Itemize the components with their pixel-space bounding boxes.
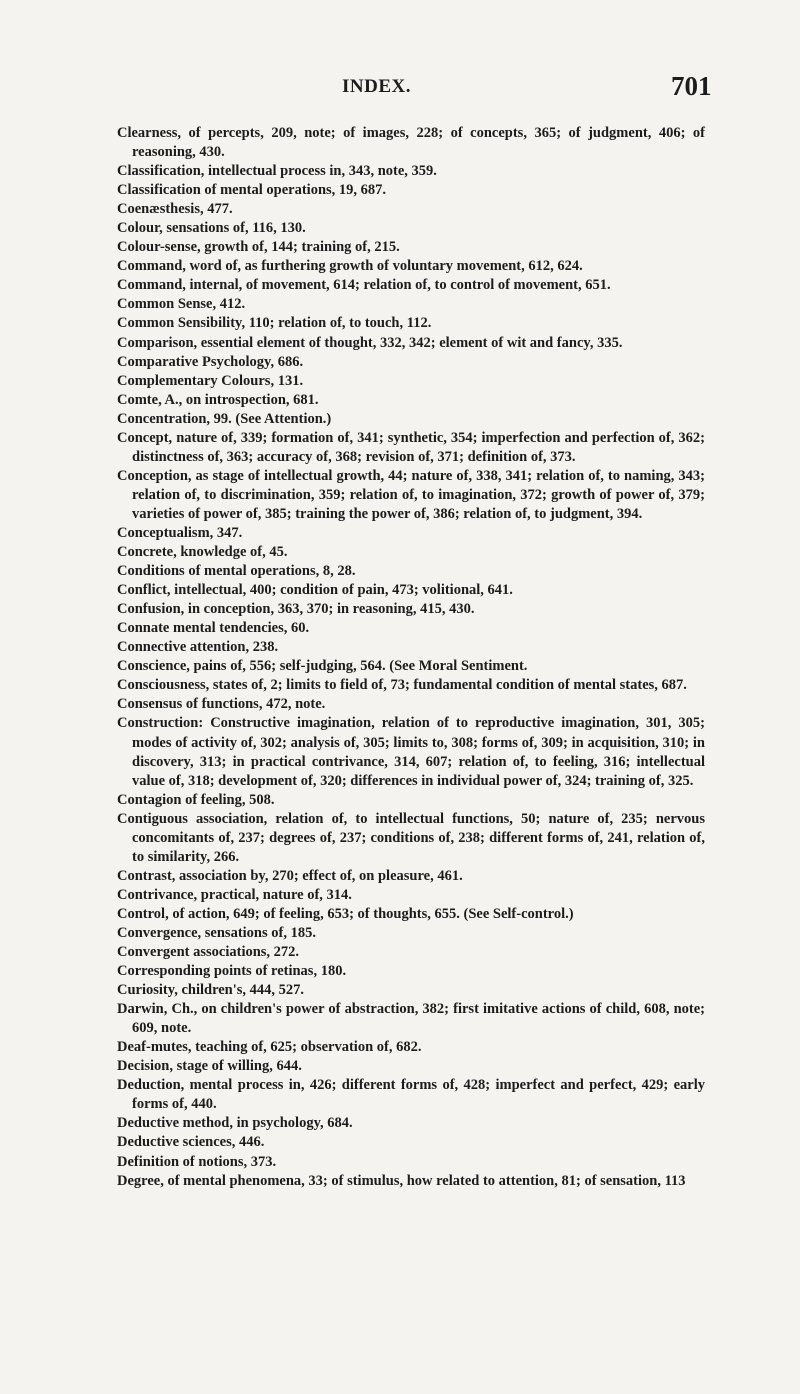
index-entry: Definition of notions, 373. (117, 1153, 277, 1170)
index-entry: Conceptualism, 347. (117, 524, 243, 541)
index-entry: Contagion of feeling, 508. (117, 791, 275, 808)
index-entry: Complementary Colours, 131. (117, 372, 304, 389)
index-entry: Control, of action, 649; of feeling, 653; of thoughts, 655. (See Self-control.) (117, 905, 574, 922)
index-entries (117, 124, 705, 1191)
index-entry: Contiguous association, relation of, to intellectual functions, 50; nature of, 235; nervous concomitants of, 237; degrees of, 237; conditions of, 238; different forms of, 241, relation of, to similarity, 266. (117, 810, 705, 865)
index-entry: Decision, stage of willing, 644. (117, 1058, 302, 1075)
index-entry: Comparison, essential element of thought, 332, 342; element of wit and fancy, 335. (117, 334, 623, 351)
index-entry: Command, internal, of movement, 614; relation of, to control of movement, 651. (117, 277, 611, 294)
index-entry: Convergent associations, 272. (117, 944, 300, 961)
index-entry: Contrast, association by, 270; effect of, on pleasure, 461. (117, 867, 463, 884)
index-entry: Classification of mental operations, 19, 687. (117, 182, 387, 199)
index-entry: Confusion, in conception, 363, 370; in reasoning, 415, 430. (117, 601, 475, 618)
index-entry: Concept, nature of, 339; formation of, 341; synthetic, 354; imperfection and perfection of, 362; distinctness of, 363; accuracy of, 368; revision of, 371; definition of, 373. (117, 429, 705, 465)
index-entry: Conscience, pains of, 556; self-judging, 564. (See Moral Sentiment. (117, 658, 528, 675)
index-entry: Comte, A., on introspection, 681. (117, 391, 319, 408)
index-entry: Connate mental tendencies, 60. (117, 620, 310, 637)
page-header (0, 71, 800, 106)
index-entry: Consensus of functions, 472, note. (117, 696, 326, 713)
index-entry: Classification, intellectual process in, 343, note, 359. (117, 163, 437, 180)
index-entry: Conception, as stage of intellectual growth, 44; nature of, 338, 341; relation of, to naming, 343; relation of, to discrimination, 359; relation of, to imagination, 372; growth of power of, 379; varieties of power of, 385; training the power of, 386; relation of, to judgment, 394. (117, 467, 705, 522)
index-entry: Convergence, sensations of, 185. (117, 924, 316, 941)
index-entry: Connective attention, 238. (117, 639, 279, 656)
index-entry: Command, word of, as furthering growth of voluntary movement, 612, 624. (117, 258, 583, 275)
index-entry: Clearness, of percepts, 209, note; of images, 228; of concepts, 365; of judgment, 406; of reasoning, 430. (117, 125, 705, 161)
index-entry: Conflict, intellectual, 400; condition of pain, 473; volitional, 641. (117, 582, 513, 599)
running-title: INDEX. (342, 76, 411, 97)
index-entry: Deduction, mental process in, 426; different forms of, 428; imperfect and perfect, 429; early forms of, 440. (117, 1077, 705, 1113)
index-entry: Degree, of mental phenomena, 33; of stimulus, how related to attention, 81; of sensation, 113 (117, 1172, 686, 1189)
index-entry: Colour, sensations of, 116, 130. (117, 220, 306, 237)
index-entry: Common Sensibility, 110; relation of, to touch, 112. (117, 315, 432, 332)
index-entry: Conditions of mental operations, 8, 28. (117, 563, 356, 580)
index-entry: Deductive method, in psychology, 684. (117, 1115, 353, 1132)
index-entry: Deductive sciences, 446. (117, 1134, 265, 1151)
index-entry: Colour-sense, growth of, 144; training of, 215. (117, 239, 400, 256)
index-entry: Concrete, knowledge of, 45. (117, 544, 288, 561)
index-entry: Consciousness, states of, 2; limits to field of, 73; fundamental condition of mental states, 687. (117, 677, 687, 694)
index-entry: Corresponding points of retinas, 180. (117, 963, 347, 980)
index-entry: Coenæsthesis, 477. (117, 201, 233, 218)
index-entry: Concentration, 99. (See Attention.) (117, 410, 332, 427)
index-entry: Comparative Psychology, 686. (117, 353, 304, 370)
index-entry: Deaf-mutes, teaching of, 625; observation of, 682. (117, 1039, 422, 1056)
index-entry: Construction: Constructive imagination, relation of to reproductive imagination, 301, 305; modes of activity of, 302; analysis of, 305; limits to, 308; forms of, 309; in acquisition, 310; in discovery, 313; in practical contrivance, 314, 607; relation of, to feeling, 316; intellectual value of, 318; development of, 320; differences in individual power of, 324; training of, 325. (117, 715, 705, 789)
index-entry: Contrivance, practical, nature of, 314. (117, 886, 352, 903)
index-entry: Common Sense, 412. (117, 296, 246, 313)
index-entry: Curiosity, children's, 444, 527. (117, 982, 305, 999)
page-number: 701 (671, 71, 712, 101)
index-entry: Darwin, Ch., on children's power of abstraction, 382; first imitative actions of child, 608, note; 609, note. (117, 1001, 705, 1037)
